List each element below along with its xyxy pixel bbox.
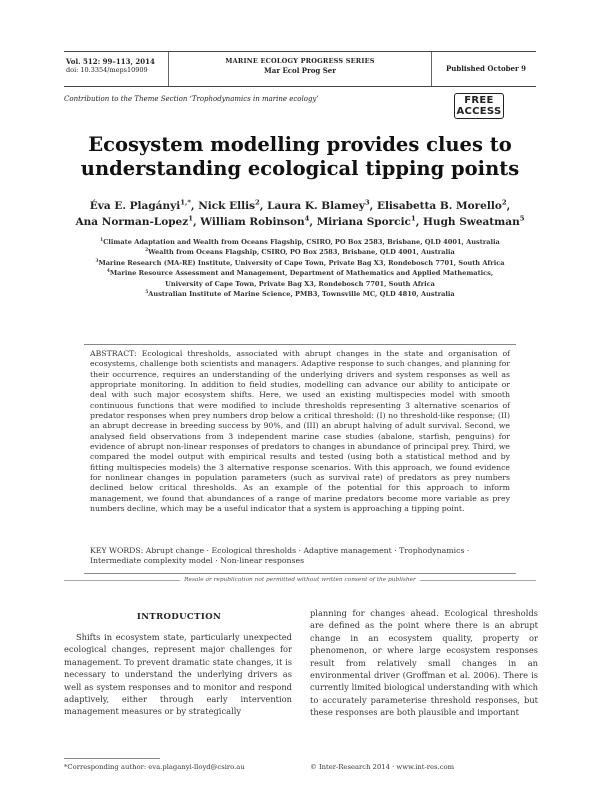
keywords [90, 546, 510, 567]
copyright: © Inter-Research 2014 · www.int-res.com [310, 763, 455, 771]
abstract [90, 349, 510, 515]
affiliation-item: $^5$Australian Institute of Marine Science, PMB3, Townsville MC, QLD 4810, Australia [145, 289, 455, 299]
author-sup: 1 [188, 214, 193, 223]
author-name: Laura K. Blamey [267, 200, 365, 212]
author-name: Miriana Sporcic [316, 216, 411, 228]
author-sup: 1 [410, 214, 416, 223]
abstract-label: ABSTRACT: [90, 349, 137, 358]
keywords-label: KEY WORDS: [90, 546, 144, 555]
author-name: Elisabetta B. Morello [376, 200, 502, 212]
author-sup: 5 [519, 214, 525, 223]
intro-column-2: planning for changes ahead. Ecological thresholds are defined as the point where there is an abrupt change in an ecosystem quality, property or phenomenon, or where large ecosystem responses result from relatively small changes in an environmental driver (Groffman et al. 2006). There is currently limited biological understanding with which to accurately parameterise threshold responses, but these responses are both plausible and important [310, 608, 538, 718]
doi-link[interactable]: doi: 10.3354/meps10909 [66, 66, 148, 74]
contribution-note: Contribution to the Theme Section ‘Trophodynamics in marine ecology’ [64, 95, 319, 103]
author-name: Hugh Sweatman [423, 216, 520, 228]
corresponding-author[interactable]: *Corresponding author: eva.plaganyi-lloyd@csiro.au [64, 763, 245, 771]
author-name: William Robinson [200, 216, 305, 228]
intro-column-1: Shifts in ecosystem state, particularly unexpected ecological changes, represent major challenges for management. To prevent dramatic state changes, it is necessary to understand the underlying drivers as well as system responses and to monitor and respond adaptively, either through early intervention management measures or by strategically [64, 632, 292, 717]
footnote-divider [64, 758, 160, 759]
affiliation-item: $^3$Marine Research (MA-RE) Institute, University of Cape Town, Private Bag X3, Rondebosch 7701, South Africa [95, 258, 505, 267]
keywords-text: Abrupt change · Ecological thresholds · Adaptive management · Trophodynamics · Intermediate complexity model · Non-linear responses [90, 546, 470, 566]
introduction-heading: INTRODUCTION [136, 612, 222, 622]
author-sup: 3 [364, 198, 370, 207]
journal-abbr: Mar Ecol Prog Ser [264, 66, 336, 75]
affiliation-item: University of Cape Town, Private Bag X3, Rondebosch 7701, South Africa [165, 279, 435, 288]
author-list [64, 198, 536, 230]
free-access-logo [454, 93, 504, 119]
abstract-text: Ecological thresholds, associated with abrupt changes in the state and organisation of ecosystems, challenge both scientists and managers. Adaptive response to such changes, and planning for their occurrence, requires an understanding of the underlying drivers and system responses as well as appropriate monitoring. In addition to field studies, modelling can advance our ability to anticipate or deal with such major ecosystem shifts. Here, we used an existing multispecies model with smooth continuous functions that were modified to include thresholds representing 3 alternative scenarios of predator responses when prey numbers drop below a critical threshold: (I) no threshold-like response; (II) an abrupt decrease in breeding success by 90%, and (III) an abrupt halving of adult survival. Second, we analysed field observations from 3 independent marine case studies (abalone, starfish, penguins) for evidence of abrupt non-linear responses of predators to changes in abundance of principal prey. Third, we compared the model output with empirical results and tested (using both a statistical method and by fitting multispecies models) the 3 alternative response scenarios. With this approach, we found evidence for nonlinear changes in population parameters (such as survival rate) of predators as prey numbers declined below critical thresholds. As an example of the potential for this approach to inform management, we found that abundances of a range of marine predators become more variable as prey numbers decline, which may be a useful indicator that a system is approaching a tipping point. [90, 349, 511, 514]
affiliations [64, 237, 536, 299]
title-line-2: understanding ecological tipping points [80, 157, 520, 180]
author-sup: 2 [501, 198, 507, 207]
author-line-1: Éva E. Plagányi$^{1,*}$, Nick Ellis$^2$, Laura K. Blamey$^3$, Elisabetta B. Morello$^2$, [89, 198, 511, 212]
title-line-1: Ecosystem modelling provides clues to [88, 133, 512, 156]
affiliation-item: $^1$Climate Adaptation and Wealth from Oceans Flagship, CSIRO, PO Box 2583, Brisbane, QLD 4001, Australia [100, 237, 500, 246]
resale-notice: Resale or republication not permitted without written consent of the publisher [64, 577, 536, 583]
author-sup: 4 [304, 214, 310, 223]
published-date: Published October 9 [446, 64, 526, 73]
author-name: Ana Norman-Lopez [75, 216, 189, 228]
journal-name: MARINE ECOLOGY PROGRESS SERIES [225, 57, 375, 65]
affiliation-item: $^4$Marine Resource Assessment and Management, Department of Mathematics and Applied Mathematics, [106, 269, 494, 278]
author-sup: 1,* [180, 198, 191, 207]
author-sup: 2 [255, 198, 260, 207]
author-line-2: Ana Norman-Lopez$^1$, William Robinson$^4$, Miriana Sporcic$^1$, Hugh Sweatman$^5$ [75, 214, 525, 228]
free-access-line1: FREE [464, 95, 494, 106]
free-access-line2: ACCESS [456, 106, 502, 117]
volume-info: Vol. 512: 99–113, 2014 [66, 57, 155, 66]
author-name: Éva E. Plagányi [89, 200, 181, 212]
author-name: Nick Ellis [198, 200, 255, 212]
page-title [64, 133, 536, 181]
affiliation-item: $^2$Wealth from Oceans Flagship, CSIRO, PO Box 2583, Brisbane, QLD 4001, Australia [145, 248, 455, 257]
